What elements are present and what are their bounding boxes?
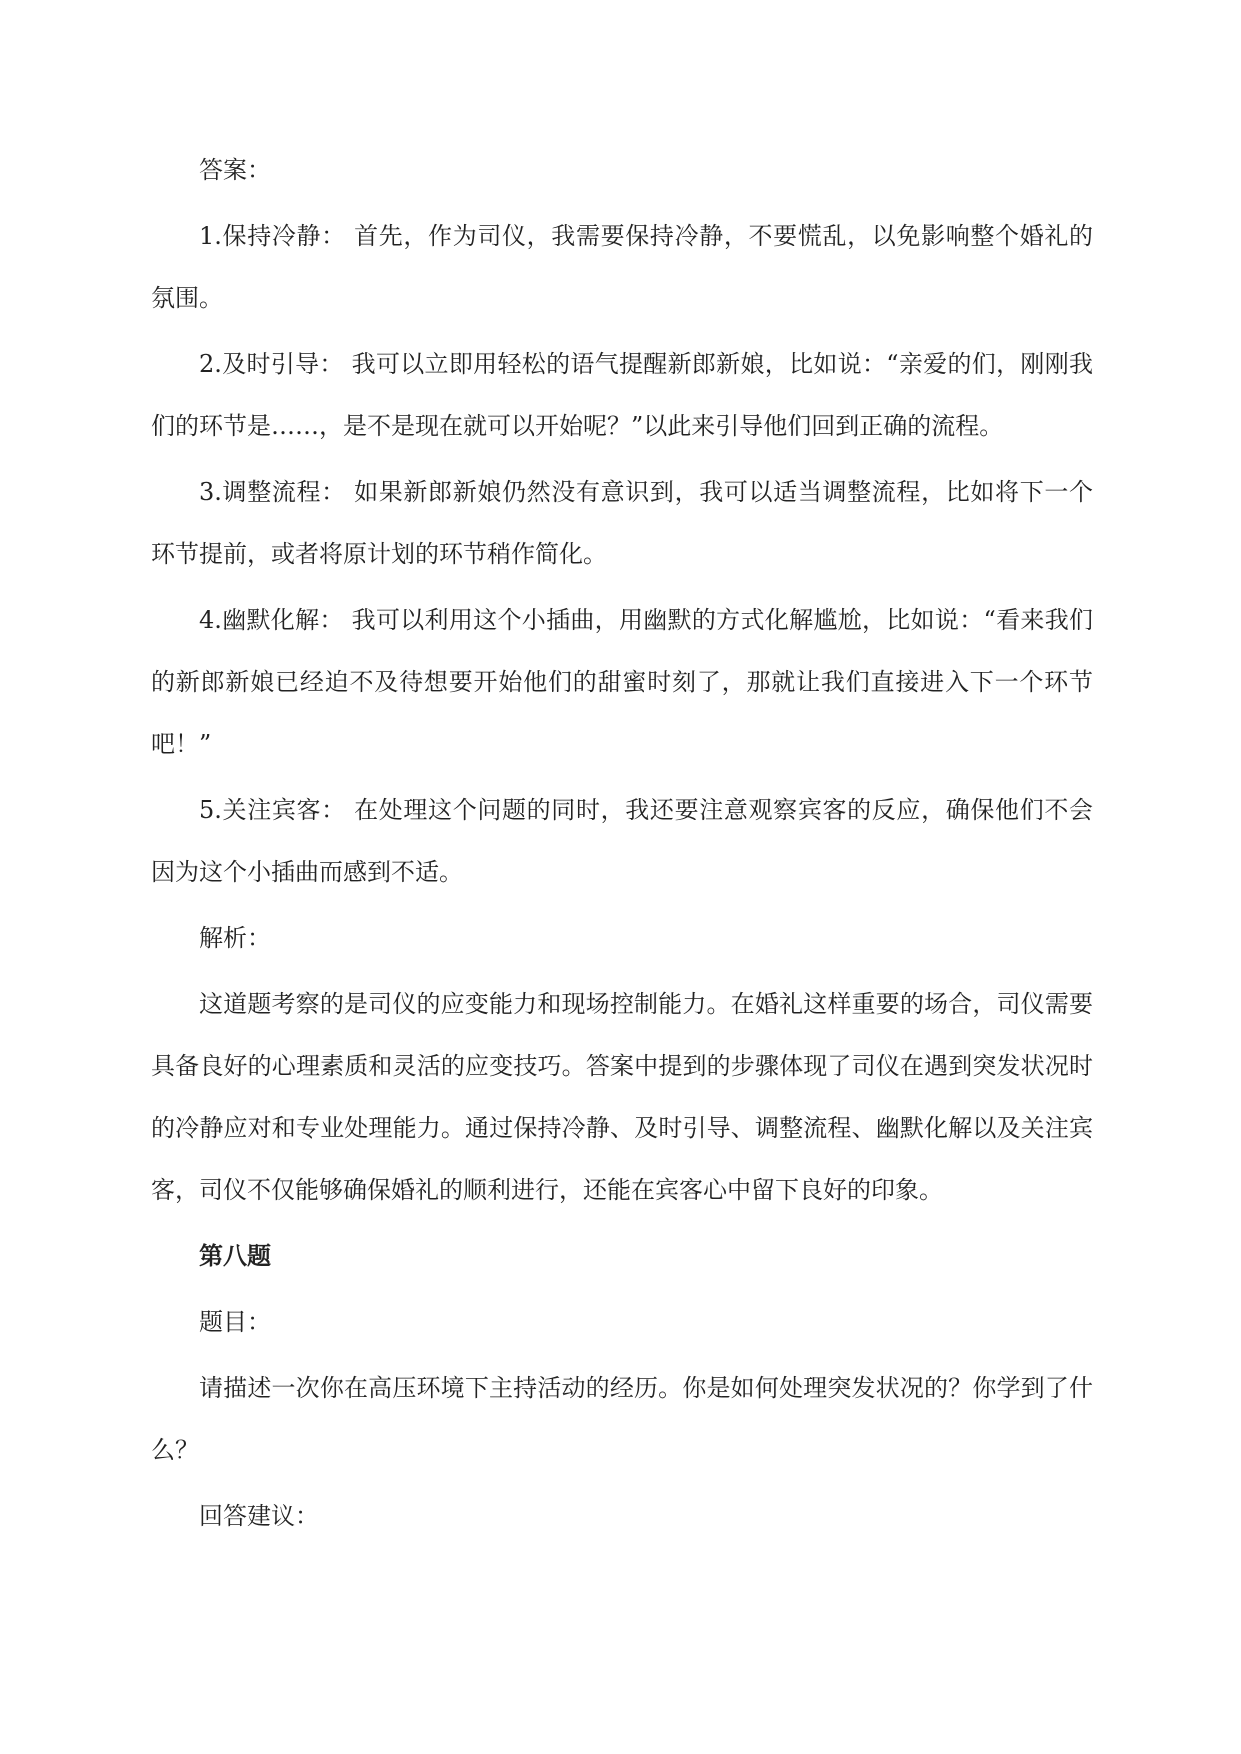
answer-heading: 答案：: [199, 156, 271, 184]
answer-item-2: 2.及时引导： 我可以立即用轻松的语气提醒新郎新娘，比如说：“亲爱的们，刚刚我们的环节是……，是不是现在就可以开始呢？”以此来引导他们回到正确的流程。: [151, 350, 1093, 440]
document-body: [151, 139, 1093, 1551]
analysis-paragraph: 这道题考察的是司仪的应变能力和现场控制能力。在婚礼这样重要的场合，司仪需要具备良好的心理素质和灵活的应变技巧。答案中提到的步骤体现了司仪在遇到突发状况时的冷静应对和专业处理能力。通过保持冷静、及时引导、调整流程、幽默化解以及关注宾客，司仪不仅能够确保婚礼的顺利进行，还能在宾客心中留下良好的印象。: [151, 990, 1093, 1204]
answer-item-1: 1.保持冷静： 首先，作为司仪，我需要保持冷静，不要慌乱，以免影响整个婚礼的氛围。: [151, 222, 1093, 312]
answer-item-4: 4.幽默化解： 我可以利用这个小插曲，用幽默的方式化解尴尬，比如说：“看来我们的新郎新娘已经迫不及待想要开始他们的甜蜜时刻了，那就让我们直接进入下一个环节吧！”: [151, 606, 1093, 758]
analysis-heading: 解析：: [199, 924, 271, 952]
question-text: 请描述一次你在高压环境下主持活动的经历。你是如何处理突发状况的？你学到了什么？: [151, 1374, 1093, 1464]
answer-item-3: 3.调整流程： 如果新郎新娘仍然没有意识到，我可以适当调整流程，比如将下一个环节提前，或者将原计划的环节稍作简化。: [151, 478, 1093, 568]
answer-item-5: 5.关注宾客： 在处理这个问题的同时，我还要注意观察宾客的反应，确保他们不会因为这个小插曲而感到不适。: [151, 796, 1093, 886]
answer-suggestion-label: 回答建议：: [199, 1502, 319, 1530]
question-eight-heading: 第八题: [199, 1241, 271, 1270]
question-label: 题目：: [199, 1308, 271, 1336]
